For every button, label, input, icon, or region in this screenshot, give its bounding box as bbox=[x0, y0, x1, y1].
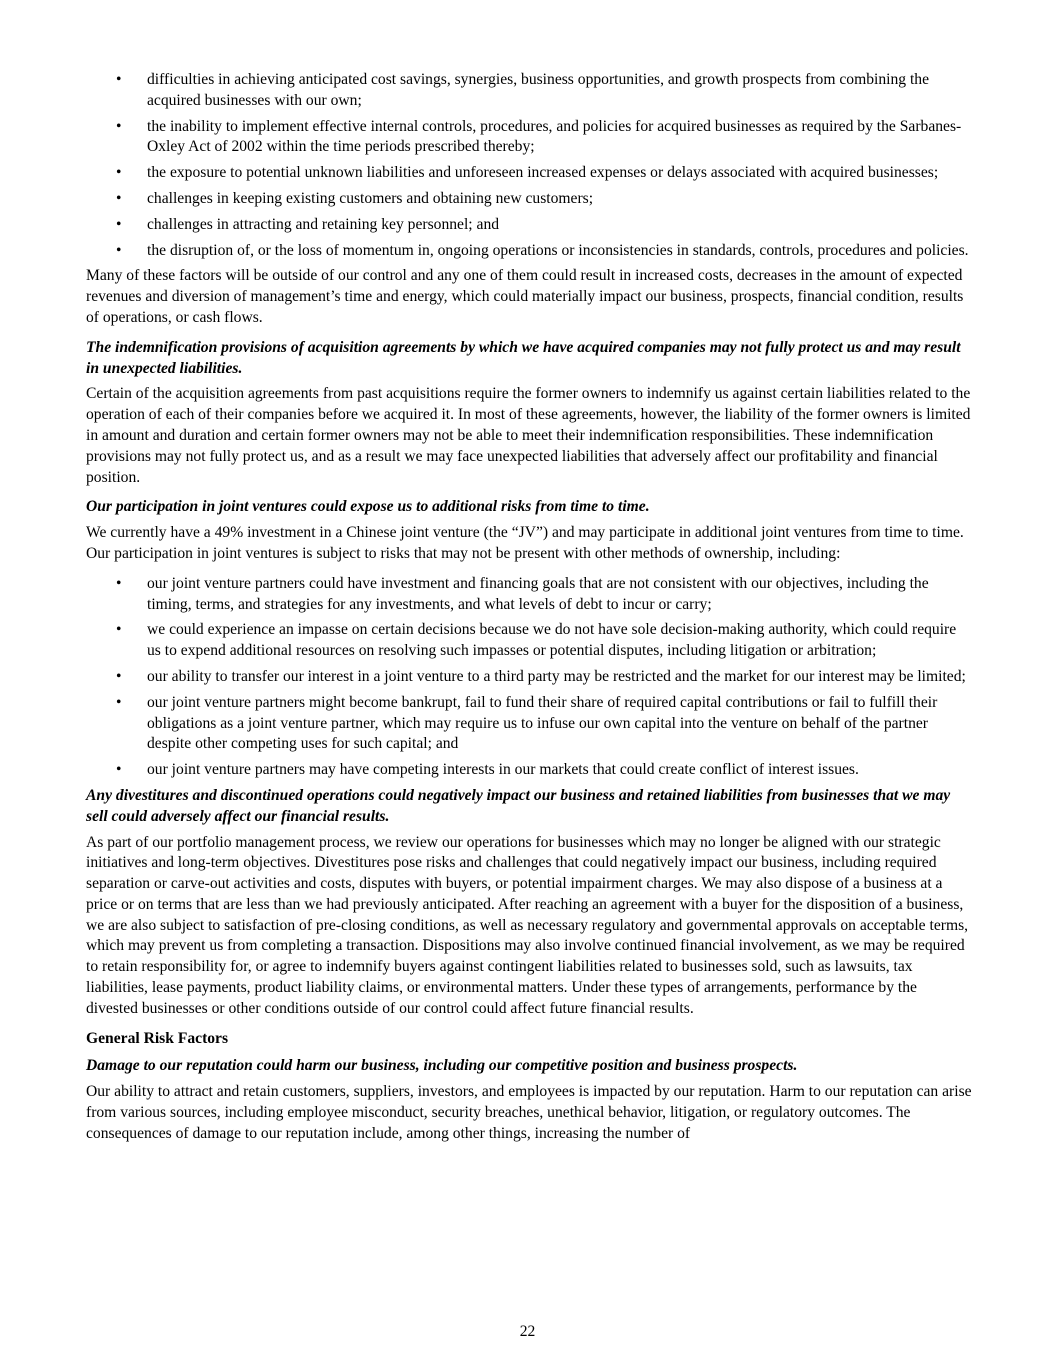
list-item-text: our joint venture partners may have competing interests in our markets that could create conflict of interest issues. bbox=[147, 761, 859, 779]
list-item bbox=[86, 574, 972, 616]
indemnification-paragraph: Certain of the acquisition agreements from past acquisitions require the former owners to indemnify us against certain liabilities related to the operation of each of their companies before we acquired it. In most of these agreements, however, the liability of the former owners is limited in amount and duration and certain former owners may not be able to meet their indemnification responsibilities. These indemnification provisions may not fully protect us, and as a result we may face unexpected liabilities that adversely affect our profitability and financial position. bbox=[86, 385, 971, 486]
bullet-icon: • bbox=[116, 189, 122, 207]
reputation-paragraph: Our ability to attract and retain customers, suppliers, investors, and employees is impacted by our reputation. Harm to our reputation can arise from various sources, including employee misconduct, security breaches, unethical behavior, litigation, or regulatory outcomes. The consequences of damage to our reputation include, among other things, increasing the number of bbox=[86, 1083, 972, 1142]
list-item bbox=[86, 667, 972, 688]
indemnification-heading: The indemnification provisions of acquisition agreements by which we have acquired companies may not fully protect us and may result in unexpected liabilities. bbox=[86, 338, 961, 377]
list-item bbox=[86, 241, 972, 262]
bullet-icon: • bbox=[116, 241, 122, 259]
list-item-text: challenges in attracting and retaining key personnel; and bbox=[147, 215, 500, 233]
list-item-text: difficulties in achieving anticipated cost savings, synergies, business opportunities, and growth prospects from combining the acquired businesses with our own; bbox=[147, 71, 930, 109]
general-risk-factors-title: General Risk Factors bbox=[86, 1029, 229, 1047]
bullet-icon: • bbox=[116, 693, 122, 711]
reputation-heading: Damage to our reputation could harm our business, including our competitive position and business prospects. bbox=[86, 1057, 798, 1075]
bullet-icon: • bbox=[116, 667, 122, 685]
list-item bbox=[86, 163, 972, 184]
list-item bbox=[86, 189, 972, 210]
list-item-text: challenges in keeping existing customers and obtaining new customers; bbox=[147, 189, 594, 207]
list-item bbox=[86, 760, 972, 781]
joint-ventures-paragraph: We currently have a 49% investment in a Chinese joint venture (the “JV”) and may participate in additional joint ventures from time to time. Our participation in joint ventures is subject to risks that may not be present with other methods of ownership, including: bbox=[86, 524, 964, 562]
list-item-text: the exposure to potential unknown liabilities and unforeseen increased expenses or delays associated with acquired businesses; bbox=[147, 164, 939, 182]
list-item-text: our joint venture partners could have investment and financing goals that are not consistent with our objectives, including the timing, terms, and strategies for any investments, and what levels of debt to incur or carry; bbox=[147, 574, 929, 613]
divestitures-heading: Any divestitures and discontinued operations could negatively impact our business and retained liabilities from businesses that we may sell could adversely affect our financial results. bbox=[86, 786, 951, 825]
list-item bbox=[86, 117, 972, 159]
bullet-icon: • bbox=[116, 621, 122, 639]
document-page bbox=[86, 70, 972, 1154]
joint-venture-risk-list bbox=[86, 574, 972, 781]
acquisition-risk-list bbox=[86, 70, 972, 261]
list-item-text: our joint venture partners might become bankrupt, fail to fund their share of required capital contributions or fail to fulfill their obligations as a joint venture partner, which may require us to infuse our own capital into the venture on behalf of the partner despite other competing uses for such capital; and bbox=[147, 693, 938, 753]
list-item bbox=[86, 620, 972, 662]
list-item-text: we could experience an impasse on certain decisions because we do not have sole decision-making authority, which could require us to expend additional resources on resolving such impasses or potential disputes, including litigation or arbitration; bbox=[147, 621, 957, 660]
bullet-icon: • bbox=[116, 164, 122, 182]
joint-ventures-heading: Our participation in joint ventures could expose us to additional risks from time to time. bbox=[86, 498, 650, 516]
list-item-text: the inability to implement effective internal controls, procedures, and policies for acquired businesses as required by the Sarbanes-Oxley Act of 2002 within the time periods prescribed thereby; bbox=[147, 117, 962, 156]
list-item-text: our ability to transfer our interest in a joint venture to a third party may be restricted and the market for our interest may be limited; bbox=[147, 667, 966, 685]
bullet-icon: • bbox=[116, 117, 122, 135]
bullet-icon: • bbox=[116, 761, 122, 779]
bullet-icon: • bbox=[116, 71, 122, 88]
list-item bbox=[86, 70, 972, 112]
factors-paragraph: Many of these factors will be outside of our control and any one of them could result in increased costs, decreases in the amount of expected revenues and diversion of management’s time and energy, which could materially impact our business, prospects, financial condition, results of operations, or cash flows. bbox=[86, 267, 964, 326]
page-number: 22 bbox=[519, 1323, 536, 1340]
divestitures-paragraph: As part of our portfolio management process, we review our operations for businesses which may no longer be aligned with our strategic initiatives and long-term objectives. Divestitures pose risks and challenges that could negatively impact our business, including required separation or carve-out activities and costs, disputes with buyers, or potential impairment charges. We may also dispose of a business at a price or on terms that are less than we had previously anticipated. After reaching an agreement with a buyer for the disposition of a business, we are also subject to satisfaction of pre-closing conditions, as well as necessary regulatory and governmental approvals on acceptable terms, which may prevent us from completing a transaction. Dispositions may also involve continued financial involvement, as we may be required to retain responsibility for, or agree to indemnify buyers against contingent liabilities related to businesses sold, such as lawsuits, tax liabilities, lease payments, product liability claims, or environmental matters. Under these types of arrangements, performance by the divested businesses or other conditions outside of our control could affect future financial results. bbox=[86, 833, 969, 1017]
bullet-icon: • bbox=[116, 574, 122, 592]
list-item bbox=[86, 693, 972, 755]
list-item bbox=[86, 215, 972, 236]
bullet-icon: • bbox=[116, 215, 122, 233]
list-item-text: the disruption of, or the loss of momentum in, ongoing operations or inconsistencies in standards, controls, procedures and policies. bbox=[147, 241, 969, 259]
